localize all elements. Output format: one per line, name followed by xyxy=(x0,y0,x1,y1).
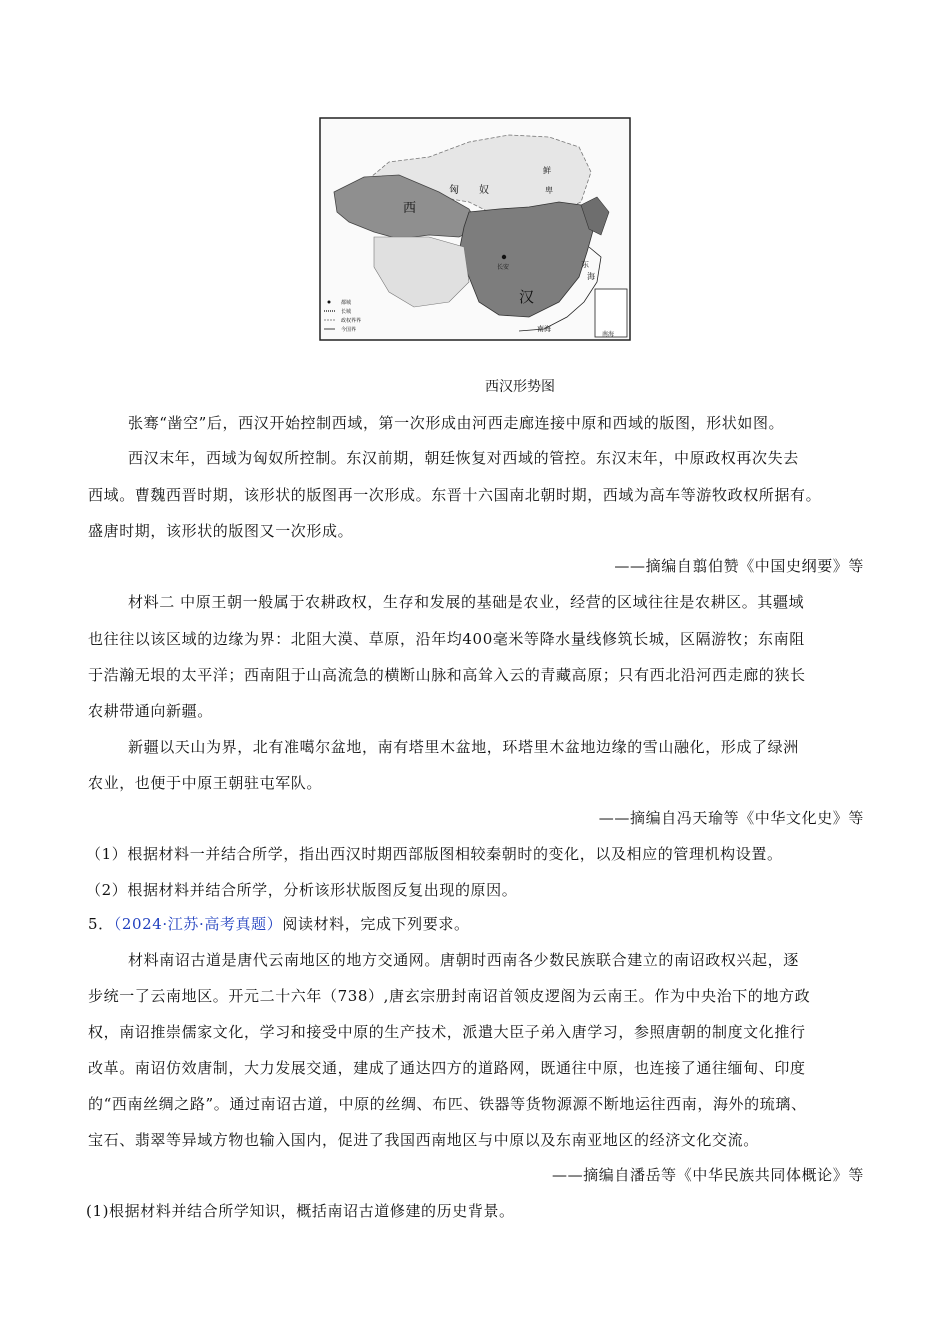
q5-prompt: 阅读材料，完成下列要求。 xyxy=(282,915,470,933)
m2-p2-l2: 农业，也便于中原王朝驻屯军队。 xyxy=(88,774,323,792)
south-sea-inset xyxy=(595,289,627,337)
m2-p1-l1: 材料二 中原王朝一般属于农耕政权，生存和发展的基础是农业，经营的区域往往是农耕区。其疆域 xyxy=(128,593,805,611)
legend-border: 政权界界 xyxy=(341,318,362,324)
map-caption: 西汉形势图 xyxy=(485,379,555,395)
q5-sub1: (1)根据材料并结合所学知识，概括南诏古道修建的历史背景。 xyxy=(86,1202,515,1220)
q5-l2: 步统一了云南地区。开元二十六年（738）,唐玄宗册封南诏首领皮逻阁为云南王。作为中央治下的地方政 xyxy=(88,987,811,1005)
m1-p2-l2: 西域。曹魏西晋时期，该形状的版图再一次形成。东晋十六国南北朝时期，西域为高车等游牧政权所据有。 xyxy=(88,486,822,504)
map-label-changan: 长安 xyxy=(497,264,510,271)
map-label-han: 汉 xyxy=(519,288,535,306)
q5-l5: 的“西南丝绸之路”。通过南诏古道，中原的丝绸、布匹、铁器等货物源源不断地运往西南，海外的琉璃、 xyxy=(88,1095,807,1113)
map-label-xi: 西 xyxy=(403,201,417,216)
m1-p2-l1: 西汉末年，西域为匈奴所控制。东汉前期，朝廷恢复对西域的管控。东汉末年，中原政权再次失去 xyxy=(128,449,799,467)
legend-capital: 都城 xyxy=(341,300,352,306)
map-label-xiongnu-2: 奴 xyxy=(479,185,489,196)
m2-p2-l1: 新疆以天山为界，北有准噶尔盆地，南有塔里木盆地，环塔里木盆地边缘的雪山融化，形成了绿洲 xyxy=(128,738,799,756)
q5-source-tag[interactable]: （2024·江苏·高考真题） xyxy=(113,915,283,933)
western-han-map xyxy=(319,117,631,341)
q5-source: ——摘编自潘岳等《中华民族共同体概论》等 xyxy=(551,1166,864,1184)
m1-p1: 张骞“凿空”后，西汉开始控制西域，第一次形成由河西走廊连接中原和西域的版图，形状如图。 xyxy=(128,414,785,432)
m1-source: ——摘编自翦伯赞《中国史纲要》等 xyxy=(614,557,864,575)
q4-sub1: （1）根据材料一并结合所学，指出西汉时期西部版图相较秦朝时的变化，以及相应的管理机构设置。 xyxy=(86,845,783,863)
map-label-xianbei-1: 鲜 xyxy=(543,166,551,175)
q5-l1: 材料南诏古道是唐代云南地区的地方交通网。唐朝时西南各少数民族联合建立的南诏政权兴起，逐 xyxy=(128,951,799,969)
legend-modern: 今国界 xyxy=(341,327,357,333)
m1-p2-l3: 盛唐时期，该形状的版图又一次形成。 xyxy=(88,522,354,540)
map-label-donghai-1: 东 xyxy=(581,260,589,269)
map-label-xiongnu-1: 匈 xyxy=(449,185,459,196)
map-label-nanhai-inset: 南海 xyxy=(602,331,615,338)
q5-number: 5． xyxy=(88,915,114,933)
q5-l6: 宝石、翡翠等异域方物也输入国内，促进了我国西南地区与中原以及东南亚地区的经济文化交流。 xyxy=(88,1131,759,1149)
changan-marker xyxy=(502,255,506,259)
m2-p1-l4: 农耕带通向新疆。 xyxy=(88,702,213,720)
map-label-donghai-2: 海 xyxy=(587,272,595,281)
map-label-nanhai: 南海 xyxy=(537,325,551,333)
m2-p1-l2: 也往往以该区域的边缘为界：北阻大漠、草原，沿年均400毫米等降水量线修筑长城，区隔游牧；东南阻 xyxy=(88,630,805,648)
m2-p1-l3: 于浩瀚无垠的太平洋；西南阻于山高流急的横断山脉和高耸入云的青藏高原；只有西北沿河西走廊的狭长 xyxy=(88,666,806,684)
m2-source: ——摘编自冯天瑜等《中华文化史》等 xyxy=(598,809,864,827)
map-label-xianbei-2: 卑 xyxy=(545,186,553,195)
q5-header xyxy=(88,914,864,934)
q5-l4: 改革。南诏仿效唐制，大力发展交通，建成了通达四方的道路网，既通往中原，也连接了通往缅甸、印度 xyxy=(88,1059,806,1077)
q4-sub2: （2）根据材料并结合所学，分析该形状版图反复出现的原因。 xyxy=(86,881,518,899)
q5-l3: 权，南诏推崇儒家文化，学习和接受中原的生产技术，派遣大臣子弟入唐学习，参照唐朝的制度文化推行 xyxy=(88,1023,806,1041)
legend-wall: 长城 xyxy=(341,309,352,315)
